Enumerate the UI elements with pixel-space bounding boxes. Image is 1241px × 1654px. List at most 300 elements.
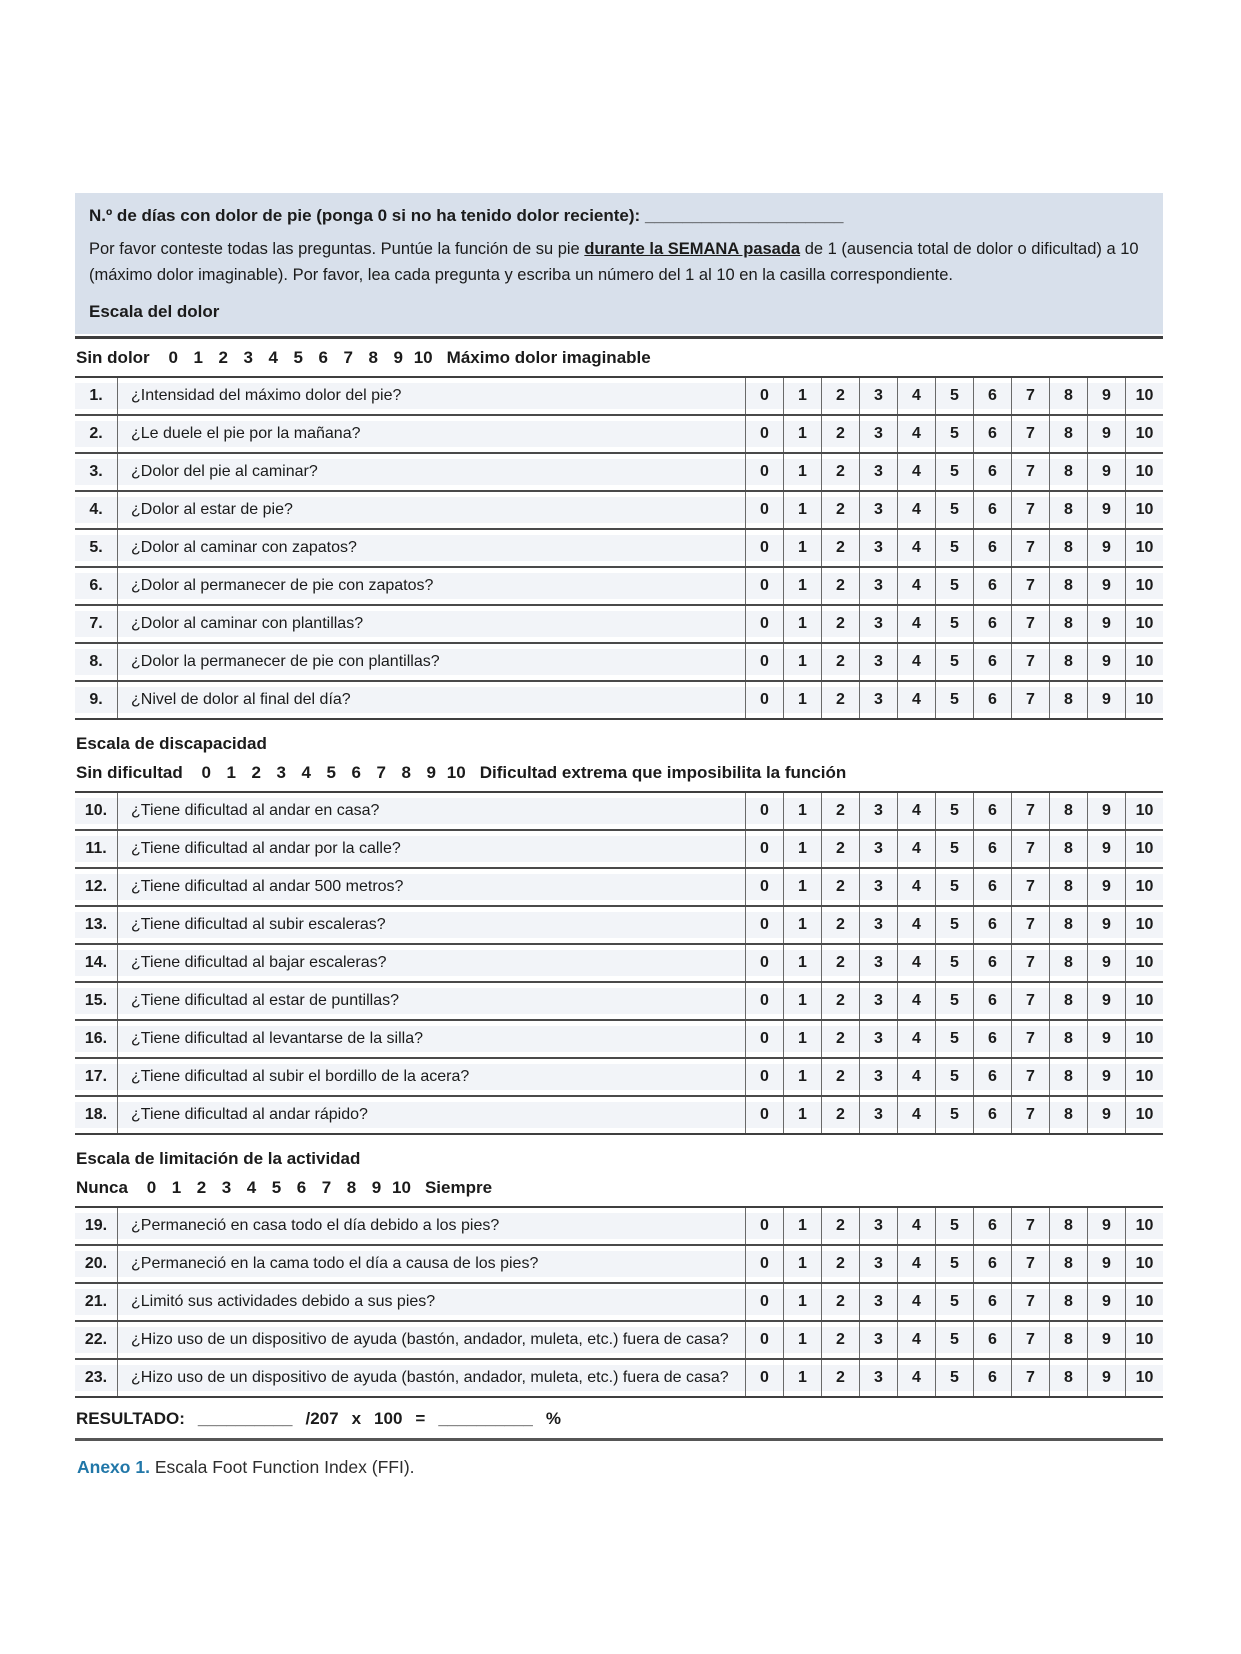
result-line xyxy=(76,1409,1163,1429)
score-cell: 10 xyxy=(1125,1246,1163,1282)
score-cell: 5 xyxy=(935,568,973,604)
score-cell: 0 xyxy=(745,378,783,414)
score-cell: 5 xyxy=(935,1284,973,1320)
score-cell: 6 xyxy=(973,869,1011,905)
score-cell: 9 xyxy=(1087,606,1125,642)
question-number: 16. xyxy=(75,1021,117,1057)
question-text: ¿Tiene dificultad al levantarse de la silla? xyxy=(117,1021,745,1057)
score-cell: 5 xyxy=(935,606,973,642)
score-cell: 9 xyxy=(1087,1208,1125,1244)
question-number: 5. xyxy=(75,530,117,566)
question-text: ¿Tiene dificultad al andar 500 metros? xyxy=(117,869,745,905)
score-cell: 9 xyxy=(1087,378,1125,414)
score-cell: 9 xyxy=(1087,492,1125,528)
score-cell: 2 xyxy=(821,416,859,452)
section-title-pain: Escala del dolor xyxy=(89,302,220,322)
score-cell: 1 xyxy=(783,530,821,566)
score-cell: 3 xyxy=(859,1208,897,1244)
scale-number: 2 xyxy=(218,348,228,368)
score-cell: 6 xyxy=(973,907,1011,943)
question-number: 23. xyxy=(75,1360,117,1396)
score-cell: 2 xyxy=(821,1360,859,1396)
score-cell: 3 xyxy=(859,1021,897,1057)
score-cell: 0 xyxy=(745,1059,783,1095)
score-cell: 7 xyxy=(1011,869,1049,905)
score-cell: 4 xyxy=(897,907,935,943)
score-cell: 1 xyxy=(783,682,821,718)
score-cell: 6 xyxy=(973,606,1011,642)
score-cell: 4 xyxy=(897,983,935,1019)
caption-text: Escala Foot Function Index (FFI). xyxy=(154,1456,415,1477)
score-cell: 1 xyxy=(783,378,821,414)
question-text: ¿Tiene dificultad al andar en casa? xyxy=(117,793,745,829)
score-cell: 7 xyxy=(1011,983,1049,1019)
score-cell: 4 xyxy=(897,454,935,490)
score-cell: 7 xyxy=(1011,644,1049,680)
scale-numbers xyxy=(194,763,469,783)
question-text: ¿Dolor al caminar con plantillas? xyxy=(117,606,745,642)
scale-number: 7 xyxy=(343,348,353,368)
score-cell: 2 xyxy=(821,907,859,943)
score-cell: 4 xyxy=(897,831,935,867)
question-text: ¿Dolor al caminar con zapatos? xyxy=(117,530,745,566)
score-cell: 0 xyxy=(745,1360,783,1396)
score-cell: 3 xyxy=(859,945,897,981)
result-times: x xyxy=(351,1409,362,1429)
score-cell: 1 xyxy=(783,831,821,867)
score-cell: 8 xyxy=(1049,831,1087,867)
scale-numbers xyxy=(139,1178,414,1198)
question-row xyxy=(75,793,1163,829)
score-cell: 2 xyxy=(821,1059,859,1095)
question-text: ¿Le duele el pie por la mañana? xyxy=(117,416,745,452)
score-cell: 10 xyxy=(1125,869,1163,905)
score-cell: 2 xyxy=(821,644,859,680)
scale-number: 3 xyxy=(243,348,253,368)
score-cell: 6 xyxy=(973,492,1011,528)
scale-number: 4 xyxy=(246,1178,257,1198)
question-text: ¿Tiene dificultad al bajar escaleras? xyxy=(117,945,745,981)
caption-label: Anexo 1. xyxy=(77,1456,150,1477)
score-cell: 5 xyxy=(935,1246,973,1282)
figure-caption xyxy=(77,1457,1163,1478)
score-cell: 9 xyxy=(1087,568,1125,604)
score-cell: 3 xyxy=(859,454,897,490)
score-cell: 0 xyxy=(745,983,783,1019)
score-cell: 6 xyxy=(973,1021,1011,1057)
score-cell: 8 xyxy=(1049,568,1087,604)
score-cell: 8 xyxy=(1049,793,1087,829)
question-row xyxy=(75,490,1163,528)
score-cell: 8 xyxy=(1049,1097,1087,1133)
score-cell: 5 xyxy=(935,1097,973,1133)
score-cell: 8 xyxy=(1049,530,1087,566)
score-cell: 10 xyxy=(1125,945,1163,981)
score-cell: 7 xyxy=(1011,831,1049,867)
score-cell: 5 xyxy=(935,1322,973,1358)
score-cell: 3 xyxy=(859,907,897,943)
score-cell: 5 xyxy=(935,983,973,1019)
question-row xyxy=(75,829,1163,867)
question-row xyxy=(75,680,1163,718)
score-cell: 7 xyxy=(1011,1284,1049,1320)
scale-number: 8 xyxy=(368,348,378,368)
score-cell: 0 xyxy=(745,644,783,680)
score-cell: 7 xyxy=(1011,454,1049,490)
questionnaire-page xyxy=(75,193,1163,1478)
scale-number: 0 xyxy=(201,763,211,783)
score-cell: 7 xyxy=(1011,378,1049,414)
question-number: 8. xyxy=(75,644,117,680)
score-cell: 2 xyxy=(821,606,859,642)
form-sections xyxy=(75,348,1163,1398)
score-cell: 5 xyxy=(935,1208,973,1244)
question-text: ¿Tiene dificultad al andar por la calle? xyxy=(117,831,745,867)
scale-right-label: Dificultad extrema que imposibilita la función xyxy=(479,763,847,783)
score-cell: 4 xyxy=(897,1208,935,1244)
score-cell: 4 xyxy=(897,793,935,829)
score-cell: 5 xyxy=(935,530,973,566)
score-cell: 8 xyxy=(1049,606,1087,642)
score-cell: 3 xyxy=(859,568,897,604)
question-number: 10. xyxy=(75,793,117,829)
question-text: ¿Dolor del pie al caminar? xyxy=(117,454,745,490)
scale-number: 2 xyxy=(196,1178,207,1198)
instructions-post: de 1 (ausencia total de dolor o dificultad) a 10 (máximo dolor imaginable). Por favor, lea cada pregunta y escriba un número del 1 al 10 en la casilla correspondiente. xyxy=(89,240,1139,284)
score-cell: 2 xyxy=(821,1322,859,1358)
score-cell: 2 xyxy=(821,1208,859,1244)
score-cell: 7 xyxy=(1011,1021,1049,1057)
score-cell: 9 xyxy=(1087,1021,1125,1057)
question-text: ¿Limitó sus actividades debido a sus pies? xyxy=(117,1284,745,1320)
score-cell: 10 xyxy=(1125,1021,1163,1057)
score-cell: 0 xyxy=(745,869,783,905)
scale-left-label: Sin dificultad xyxy=(76,763,183,783)
score-cell: 4 xyxy=(897,1284,935,1320)
score-cell: 4 xyxy=(897,530,935,566)
score-cell: 0 xyxy=(745,606,783,642)
score-cell: 10 xyxy=(1125,1322,1163,1358)
score-cell: 4 xyxy=(897,378,935,414)
question-row xyxy=(75,414,1163,452)
score-cell: 5 xyxy=(935,907,973,943)
score-cell: 6 xyxy=(973,1284,1011,1320)
score-cell: 10 xyxy=(1125,1360,1163,1396)
score-cell: 7 xyxy=(1011,682,1049,718)
score-cell: 3 xyxy=(859,1360,897,1396)
score-cell: 0 xyxy=(745,492,783,528)
question-table xyxy=(75,1206,1163,1398)
scale-number: 6 xyxy=(296,1178,307,1198)
question-number: 2. xyxy=(75,416,117,452)
score-cell: 8 xyxy=(1049,682,1087,718)
score-cell: 9 xyxy=(1087,869,1125,905)
score-cell: 8 xyxy=(1049,416,1087,452)
score-cell: 1 xyxy=(783,1208,821,1244)
score-cell: 0 xyxy=(745,793,783,829)
score-cell: 8 xyxy=(1049,492,1087,528)
score-cell: 0 xyxy=(745,945,783,981)
scale-number: 6 xyxy=(318,348,328,368)
question-row xyxy=(75,378,1163,414)
scale-number: 10 xyxy=(392,1178,411,1198)
question-number: 19. xyxy=(75,1208,117,1244)
result-percent: % xyxy=(545,1409,562,1429)
question-number: 15. xyxy=(75,983,117,1019)
score-cell: 7 xyxy=(1011,530,1049,566)
question-text: ¿Permaneció en casa todo el día debido a los pies? xyxy=(117,1208,745,1244)
score-cell: 2 xyxy=(821,682,859,718)
question-row xyxy=(75,867,1163,905)
question-row xyxy=(75,604,1163,642)
scale-number: 1 xyxy=(193,348,203,368)
question-row xyxy=(75,1095,1163,1133)
score-cell: 8 xyxy=(1049,1246,1087,1282)
question-text: ¿Intensidad del máximo dolor del pie? xyxy=(117,378,745,414)
scale-legend xyxy=(76,1178,1163,1198)
score-cell: 8 xyxy=(1049,1208,1087,1244)
days-question-blank: _____________________ xyxy=(644,206,844,225)
question-row xyxy=(75,1320,1163,1358)
score-cell: 4 xyxy=(897,416,935,452)
score-cell: 9 xyxy=(1087,1360,1125,1396)
score-cell: 10 xyxy=(1125,1059,1163,1095)
score-cell: 1 xyxy=(783,454,821,490)
score-cell: 1 xyxy=(783,1021,821,1057)
score-cell: 4 xyxy=(897,644,935,680)
score-cell: 3 xyxy=(859,606,897,642)
question-number: 3. xyxy=(75,454,117,490)
score-cell: 6 xyxy=(973,454,1011,490)
score-cell: 7 xyxy=(1011,793,1049,829)
score-cell: 7 xyxy=(1011,1360,1049,1396)
question-text: ¿Tiene dificultad al subir escaleras? xyxy=(117,907,745,943)
score-cell: 1 xyxy=(783,945,821,981)
score-cell: 8 xyxy=(1049,378,1087,414)
score-cell: 7 xyxy=(1011,1059,1049,1095)
question-text: ¿Dolor la permanecer de pie con plantillas? xyxy=(117,644,745,680)
scale-number: 5 xyxy=(271,1178,282,1198)
score-cell: 3 xyxy=(859,869,897,905)
question-table xyxy=(75,791,1163,1135)
score-cell: 7 xyxy=(1011,1246,1049,1282)
question-number: 21. xyxy=(75,1284,117,1320)
score-cell: 2 xyxy=(821,1097,859,1133)
score-cell: 10 xyxy=(1125,568,1163,604)
score-cell: 5 xyxy=(935,1059,973,1095)
score-cell: 9 xyxy=(1087,644,1125,680)
question-text: ¿Dolor al estar de pie? xyxy=(117,492,745,528)
section-title: Escala de discapacidad xyxy=(76,734,267,754)
score-cell: 1 xyxy=(783,1284,821,1320)
scale-number: 5 xyxy=(293,348,303,368)
scale-left-label: Nunca xyxy=(76,1178,128,1198)
question-number: 20. xyxy=(75,1246,117,1282)
score-cell: 1 xyxy=(783,492,821,528)
score-cell: 2 xyxy=(821,1021,859,1057)
score-cell: 3 xyxy=(859,492,897,528)
scale-number: 1 xyxy=(226,763,236,783)
score-cell: 0 xyxy=(745,907,783,943)
figure-bottom-rule xyxy=(75,1438,1163,1441)
scale-right-label: Siempre xyxy=(424,1178,493,1198)
question-number: 9. xyxy=(75,682,117,718)
score-cell: 7 xyxy=(1011,568,1049,604)
score-cell: 4 xyxy=(897,1021,935,1057)
score-cell: 8 xyxy=(1049,1059,1087,1095)
score-cell: 1 xyxy=(783,869,821,905)
score-cell: 8 xyxy=(1049,945,1087,981)
question-text: ¿Hizo uso de un dispositivo de ayuda (bastón, andador, muleta, etc.) fuera de casa? xyxy=(117,1322,745,1358)
score-cell: 10 xyxy=(1125,682,1163,718)
score-cell: 0 xyxy=(745,1208,783,1244)
question-text: ¿Tiene dificultad al andar rápido? xyxy=(117,1097,745,1133)
question-number: 12. xyxy=(75,869,117,905)
scale-number: 0 xyxy=(168,348,178,368)
score-cell: 6 xyxy=(973,1322,1011,1358)
score-cell: 7 xyxy=(1011,606,1049,642)
scale-number: 1 xyxy=(171,1178,182,1198)
score-cell: 6 xyxy=(973,945,1011,981)
scale-number: 3 xyxy=(221,1178,232,1198)
score-cell: 4 xyxy=(897,606,935,642)
score-cell: 5 xyxy=(935,945,973,981)
scale-left-label: Sin dolor xyxy=(76,348,150,368)
question-text: ¿Nivel de dolor al final del día? xyxy=(117,682,745,718)
score-cell: 2 xyxy=(821,1284,859,1320)
score-cell: 10 xyxy=(1125,1208,1163,1244)
scale-legend xyxy=(76,763,1163,783)
scale-number: 10 xyxy=(413,348,433,368)
score-cell: 4 xyxy=(897,568,935,604)
score-cell: 2 xyxy=(821,945,859,981)
score-cell: 7 xyxy=(1011,492,1049,528)
score-cell: 10 xyxy=(1125,1097,1163,1133)
score-cell: 0 xyxy=(745,1246,783,1282)
score-cell: 3 xyxy=(859,644,897,680)
score-cell: 4 xyxy=(897,1097,935,1133)
score-cell: 0 xyxy=(745,831,783,867)
question-text: ¿Permaneció en la cama todo el día a causa de los pies? xyxy=(117,1246,745,1282)
result-label: RESULTADO: xyxy=(76,1409,185,1429)
score-cell: 6 xyxy=(973,831,1011,867)
header-rule xyxy=(75,336,1163,339)
score-cell: 6 xyxy=(973,1246,1011,1282)
score-cell: 8 xyxy=(1049,907,1087,943)
score-cell: 0 xyxy=(745,454,783,490)
score-cell: 10 xyxy=(1125,644,1163,680)
question-row xyxy=(75,642,1163,680)
result-blank-2: __________ xyxy=(438,1409,533,1429)
score-cell: 10 xyxy=(1125,606,1163,642)
score-cell: 5 xyxy=(935,793,973,829)
question-row xyxy=(75,1358,1163,1396)
score-cell: 7 xyxy=(1011,945,1049,981)
score-cell: 3 xyxy=(859,1284,897,1320)
score-cell: 9 xyxy=(1087,983,1125,1019)
question-row xyxy=(75,1282,1163,1320)
scale-number: 8 xyxy=(346,1178,357,1198)
score-cell: 3 xyxy=(859,983,897,1019)
scale-number: 9 xyxy=(426,763,436,783)
question-number: 1. xyxy=(75,378,117,414)
score-cell: 0 xyxy=(745,568,783,604)
scale-number: 4 xyxy=(268,348,278,368)
result-equals: = xyxy=(415,1409,426,1429)
score-cell: 4 xyxy=(897,869,935,905)
score-cell: 9 xyxy=(1087,793,1125,829)
score-cell: 8 xyxy=(1049,644,1087,680)
score-cell: 6 xyxy=(973,1059,1011,1095)
score-cell: 9 xyxy=(1087,530,1125,566)
scale-number: 9 xyxy=(371,1178,382,1198)
score-cell: 2 xyxy=(821,831,859,867)
score-cell: 2 xyxy=(821,378,859,414)
score-cell: 10 xyxy=(1125,1284,1163,1320)
days-question-line xyxy=(89,206,1149,226)
score-cell: 3 xyxy=(859,831,897,867)
score-cell: 4 xyxy=(897,1059,935,1095)
score-cell: 7 xyxy=(1011,1208,1049,1244)
question-row xyxy=(75,943,1163,981)
score-cell: 9 xyxy=(1087,945,1125,981)
score-cell: 1 xyxy=(783,606,821,642)
score-cell: 0 xyxy=(745,682,783,718)
score-cell: 5 xyxy=(935,1360,973,1396)
score-cell: 3 xyxy=(859,682,897,718)
score-cell: 9 xyxy=(1087,831,1125,867)
scale-number: 8 xyxy=(401,763,411,783)
score-cell: 5 xyxy=(935,1021,973,1057)
question-number: 18. xyxy=(75,1097,117,1133)
score-cell: 3 xyxy=(859,1246,897,1282)
scale-number: 2 xyxy=(251,763,261,783)
score-cell: 2 xyxy=(821,530,859,566)
question-number: 22. xyxy=(75,1322,117,1358)
scale-number: 10 xyxy=(446,763,466,783)
score-cell: 9 xyxy=(1087,1284,1125,1320)
score-cell: 8 xyxy=(1049,1360,1087,1396)
score-cell: 2 xyxy=(821,492,859,528)
score-cell: 7 xyxy=(1011,1322,1049,1358)
score-cell: 1 xyxy=(783,1097,821,1133)
score-cell: 2 xyxy=(821,793,859,829)
score-cell: 10 xyxy=(1125,454,1163,490)
question-text: ¿Tiene dificultad al subir el bordillo de la acera? xyxy=(117,1059,745,1095)
score-cell: 10 xyxy=(1125,530,1163,566)
score-cell: 6 xyxy=(973,682,1011,718)
score-cell: 4 xyxy=(897,682,935,718)
score-cell: 3 xyxy=(859,1059,897,1095)
score-cell: 8 xyxy=(1049,983,1087,1019)
score-cell: 2 xyxy=(821,983,859,1019)
score-cell: 5 xyxy=(935,454,973,490)
question-row xyxy=(75,981,1163,1019)
score-cell: 10 xyxy=(1125,378,1163,414)
score-cell: 4 xyxy=(897,1246,935,1282)
score-cell: 8 xyxy=(1049,1021,1087,1057)
score-cell: 1 xyxy=(783,1246,821,1282)
score-cell: 10 xyxy=(1125,793,1163,829)
question-row xyxy=(75,566,1163,604)
score-cell: 0 xyxy=(745,1322,783,1358)
score-cell: 6 xyxy=(973,568,1011,604)
score-cell: 0 xyxy=(745,416,783,452)
scale-number: 7 xyxy=(376,763,386,783)
score-cell: 0 xyxy=(745,1021,783,1057)
question-row xyxy=(75,452,1163,490)
score-cell: 7 xyxy=(1011,1097,1049,1133)
